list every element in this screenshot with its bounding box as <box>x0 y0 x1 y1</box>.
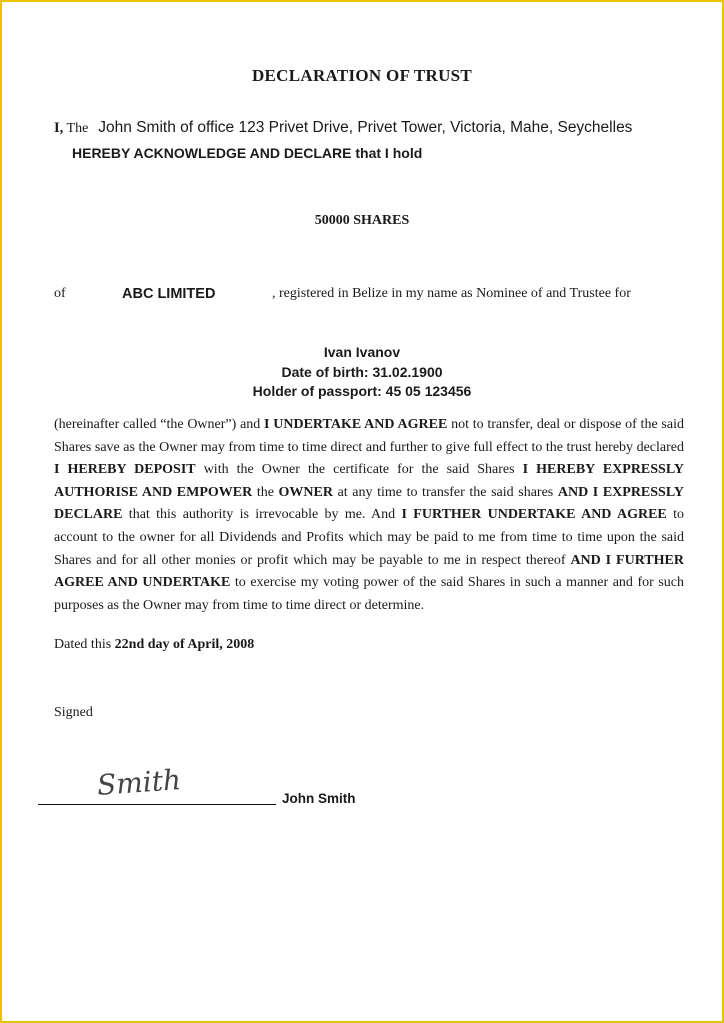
body-segment: I HEREBY EXPRESSLY AUTHORISE AND EMPOWER <box>54 462 685 500</box>
body-segment: OWNER <box>278 484 333 500</box>
shares-amount: 50000 SHARES <box>314 213 410 228</box>
body-segment: at any time to transfer the said shares <box>332 484 558 500</box>
body-segment: (hereinafter called “the Owner”) and <box>54 417 265 432</box>
body-segment: I HEREBY DEPOSIT <box>54 462 196 478</box>
registration-clause: , registered in Belize in my name as Nominee of and Trustee for <box>272 286 631 301</box>
declaration-body <box>54 414 684 617</box>
body-segment: I UNDERTAKE AND AGREE <box>264 417 448 432</box>
owner-date-of-birth: Date of birth: 31.02.1900 <box>281 363 443 380</box>
body-segment: not to transfer, deal or dispose of the said Shares save as the Owner may from time to time direct and further to give full effect to the trust hereby declared <box>54 417 684 455</box>
acknowledge-line: HEREBY ACKNOWLEDGE AND DECLARE that I hold <box>72 145 423 161</box>
body-segment: I FURTHER UNDERTAKE AND AGREE <box>401 507 667 523</box>
document-title: DECLARATION OF TRUST <box>251 66 473 85</box>
body-segment: AND I EXPRESSLY DECLARE <box>54 484 685 523</box>
handwritten-signature: Smith <box>95 763 183 802</box>
declarant-line <box>54 119 632 137</box>
body-segment: AND I FURTHER AGREE AND UNDERTAKE <box>54 552 684 591</box>
dated-value: 22nd day of April, 2008 <box>114 637 255 652</box>
body-segment: with the Owner the certificate for the said Shares <box>195 462 523 478</box>
intro-the: The <box>66 121 89 136</box>
body-segment: the <box>252 484 279 500</box>
signed-label: Signed <box>54 705 93 720</box>
dated-prefix: Dated this <box>54 637 115 652</box>
body-segment: to account to the owner for all Dividends and Profits which may be paid to me from time to time upon the said Shares and for all other monies or profit which may be payable to me in respect thereof <box>54 507 684 568</box>
owner-passport: Holder of passport: 45 05 123456 <box>252 383 472 399</box>
intro-prefix <box>54 121 88 136</box>
beneficial-owner-block <box>2 343 722 402</box>
company-name: ABC LIMITED <box>122 286 216 302</box>
owner-name: Ivan Ivanov <box>323 344 401 360</box>
signatory-name: John Smith <box>282 791 356 806</box>
of-word: of <box>54 286 66 301</box>
body-segment: that this authority is irrevocable by me. And <box>122 507 402 523</box>
intro-i: I, <box>54 120 64 136</box>
declarant-details: John Smith of office 123 Privet Drive, Privet Tower, Victoria, Mahe, Seychelles <box>98 119 633 136</box>
body-segment: to exercise my voting power of the said Shares in such a manner and for such purposes as the Owner may from time to time direct or determine. <box>54 575 684 613</box>
signature-line <box>38 804 276 805</box>
dated-line <box>54 637 254 653</box>
